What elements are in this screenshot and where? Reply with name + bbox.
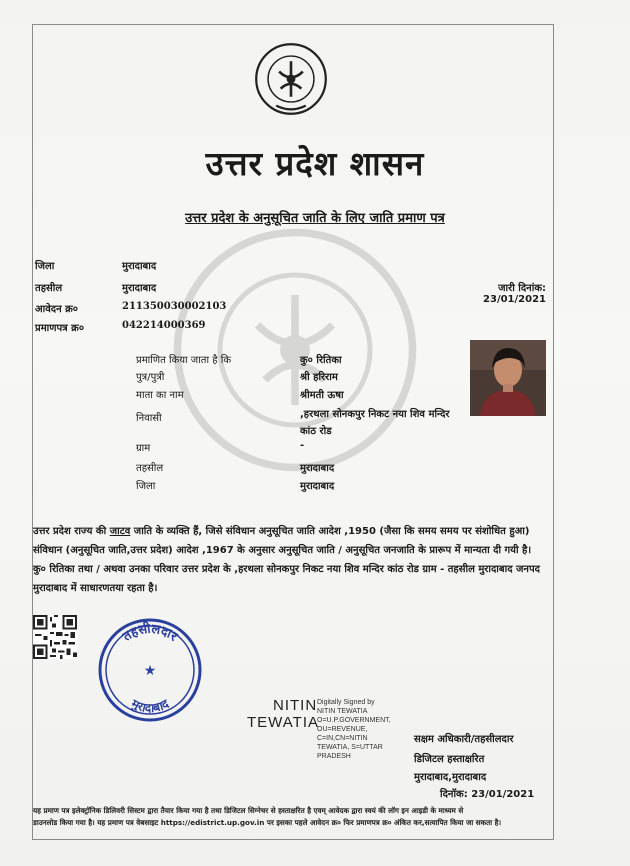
issue-date-label: जारी दिनांक: xyxy=(498,283,546,294)
mother-name: श्रीमती ऊषा xyxy=(300,390,344,401)
stamp-bottom-text: मुरादाबाद xyxy=(129,696,171,716)
village-label: ग्राम xyxy=(136,443,151,454)
footer-line-1: यह प्रमाण पत्र इलेक्ट्रॉनिक डिलिवरी सिस्टम द्वारा तैयार किया गया है तथा डिजिटल सिग्नेचर से हस्ताक्षरित है एवम् आवेदक द्वारा स्वयं की लॉग इन आइडी के माध्यम से xyxy=(33,806,464,815)
village-value: - xyxy=(300,440,305,451)
applicant-name: कु० रितिका xyxy=(300,355,342,366)
residence-value: ,हरथला सोनकपुर निकट नया शिव मन्दिर xyxy=(300,409,450,420)
person-district-label: जिला xyxy=(136,481,156,492)
applicant-photo xyxy=(470,340,546,416)
application-number-value: 211350030002103 xyxy=(122,301,227,312)
body-paragraph-1-end: जाति के व्यक्ति हैं, जिसे संविधान अनुसूचित जाति आदेश ,1950 (जैसा कि समय समय पर संशोधित हुआ) संविधान (अनुसूचित जाति,उत्तर प्रदेश) आदेश ,1967 के अनुसार अनुसूचित जाति / अनुसूचित जनजाति के प्रारूप में मान्यता दी गयी है। xyxy=(33,526,532,556)
officer-sign-type: डिजिटल हस्ताक्षरित xyxy=(414,754,485,765)
page-title: उत्तर प्रदेश शासन xyxy=(205,144,425,183)
signer-name-line1: NITIN xyxy=(273,697,318,714)
person-tehsil-value: मुरादाबाद xyxy=(300,463,335,474)
state-emblem xyxy=(254,42,328,116)
residence-label: निवासी xyxy=(136,413,162,424)
certify-label: प्रमाणित किया जाता है कि xyxy=(136,355,232,366)
issue-date-value: 23/01/2021 xyxy=(483,294,546,305)
relation-label: पुत्र/पुत्री xyxy=(136,372,165,383)
father-name: श्री हरिराम xyxy=(300,372,338,383)
digital-signature-details: Digitally Signed by NITIN TEWATIA O=U.P.GOVERNMENT, OU=REVENUE, C=IN,CN=NITIN TEWATIA, S=UTTAR PRADESH xyxy=(317,699,391,760)
body-paragraph-2: कु० रितिका तथा / अथवा उनका परिवार उत्तर प्रदेश के ,हरथला सोनकपुर निकट नया शिव मन्दिर कांठ रोड ग्राम - तहसील मुरादाबाद जनपद मुरादाबाद में साधारणतया रहता है। xyxy=(33,564,540,594)
signer-name-line2: TEWATIA xyxy=(247,714,319,731)
person-tehsil-label: तहसील xyxy=(136,463,164,474)
officer-place: मुरादाबाद,मुरादाबाद xyxy=(414,772,487,783)
qr-code xyxy=(33,615,77,659)
application-number-label: आवेदन क्र० xyxy=(35,304,79,315)
residence-value-2: कांठ रोड xyxy=(300,426,332,437)
officer-date: दिनॉक: 23/01/2021 xyxy=(440,789,535,800)
district-value: मुरादाबाद xyxy=(122,261,157,272)
certificate-number-label: प्रमाणपत्र क्र० xyxy=(35,323,85,334)
tehsil-label: तहसील xyxy=(35,283,63,294)
official-stamp xyxy=(95,615,205,725)
certificate-body xyxy=(33,522,553,598)
footer-note xyxy=(33,805,553,829)
state-emblem-watermark xyxy=(170,225,420,475)
mother-label: माता का नाम xyxy=(136,390,184,401)
certificate-number-value: 042214000369 xyxy=(122,320,206,331)
body-paragraph-1-start: उत्तर प्रदेश राज्य की xyxy=(33,526,110,537)
stamp-top-text: तहसीलदार xyxy=(120,621,180,645)
svg-text:★: ★ xyxy=(143,663,157,679)
svg-text:मुरादाबाद xyxy=(128,696,172,715)
caste-name: जाटव xyxy=(109,526,131,537)
footer-line-2: डाउनलोड किया गया है। यह प्रमाण पत्र वेबसाइट https://edistrict.up.gov.in पर इसका पहले आवेदन क्र० फिर प्रमाणपत्र क्र० अंकित कर,सत्यापित किया जा सकता है। xyxy=(33,818,502,827)
district-label: जिला xyxy=(35,261,55,272)
person-district-value: मुरादाबाद xyxy=(300,481,335,492)
tehsil-value: मुरादाबाद xyxy=(122,283,157,294)
officer-title: सक्षम अधिकारी/तहसीलदार xyxy=(414,734,514,745)
certificate-subtitle: उत्तर प्रदेश के अनुसूचित जाति के लिए जाति प्रमाण पत्र xyxy=(185,211,445,226)
